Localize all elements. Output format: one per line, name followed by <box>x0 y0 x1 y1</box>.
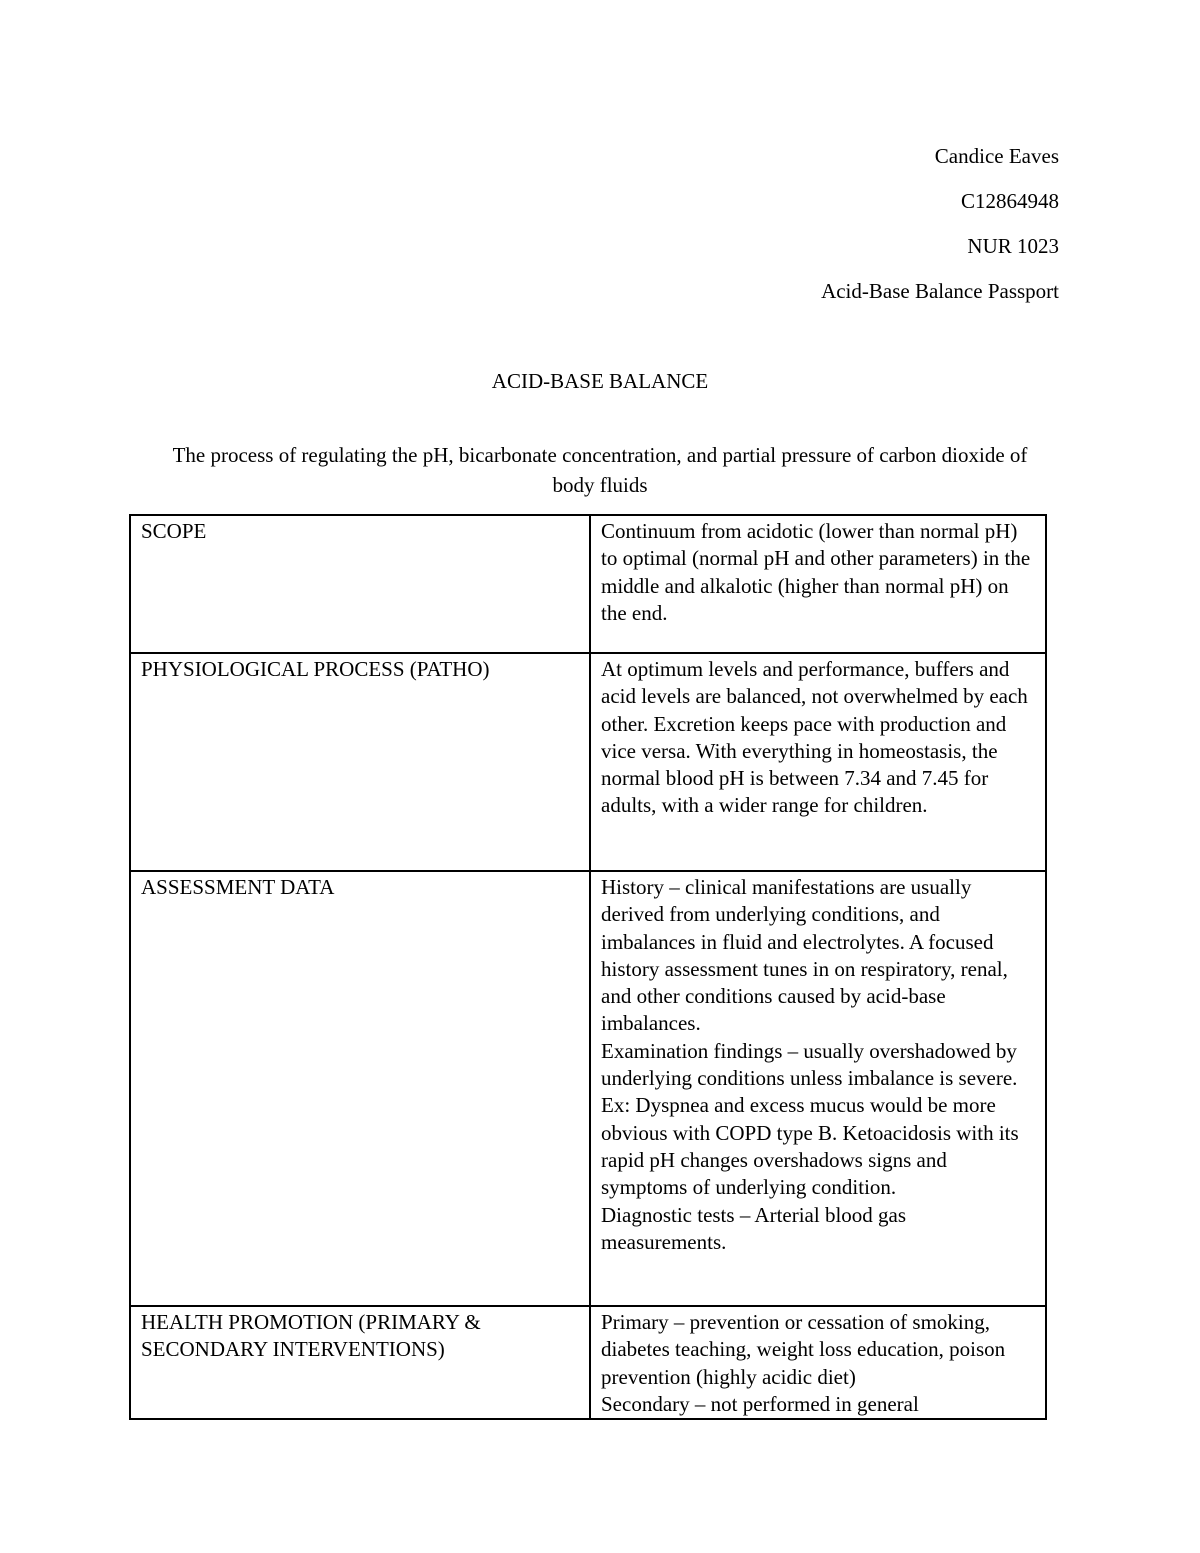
author-name: Candice Eaves <box>934 144 1059 168</box>
row-label: ASSESSMENT DATA <box>130 871 590 1306</box>
content-paragraph: At optimum levels and performance, buffers and acid levels are balanced, not overwhelmed by each other. Excretion keeps pace with production and vice versa. With everything in homeostasis, the normal blood pH is between 7.34 and 7.45 for adults, with a wider range for children. <box>601 657 1028 818</box>
content-paragraph-examination: Examination findings – usually overshadowed by underlying conditions unless imbalance is severe. Ex: Dyspnea and excess mucus would be more obvious with COPD type B. Ketoacidosis with its rapid pH changes overshadows signs and symptoms of underlying condition. <box>601 1038 1019 1200</box>
page-title: ACID-BASE BALANCE <box>491 369 709 393</box>
table-row-health-promotion <box>130 1306 1046 1419</box>
table-row-assessment-data <box>130 871 1046 1306</box>
row-content <box>590 653 1046 871</box>
row-content <box>590 871 1046 1306</box>
table-row-scope <box>130 515 1046 653</box>
document-header <box>821 141 1059 321</box>
definition-text: The process of regulating the pH, bicarbonate concentration, and partial pressure of carbon dioxide of body fluids <box>172 443 1028 497</box>
course-code: NUR 1023 <box>967 234 1059 258</box>
content-paragraph: Continuum from acidotic (lower than normal pH) to optimal (normal pH and other parameters) in the middle and alkalotic (higher than normal pH) on the end. <box>601 519 1031 625</box>
assignment-title: Acid-Base Balance Passport <box>821 279 1059 303</box>
row-label: HEALTH PROMOTION (PRIMARY & SECONDARY INTERVENTIONS) <box>130 1306 590 1419</box>
row-content <box>590 1306 1046 1419</box>
row-label: PHYSIOLOGICAL PROCESS (PATHO) <box>130 653 590 871</box>
row-content <box>590 515 1046 653</box>
passport-table <box>129 514 1047 1420</box>
student-id: C12864948 <box>960 189 1059 213</box>
content-paragraph-diagnostic: Diagnostic tests – Arterial blood gas measurements. <box>601 1202 907 1254</box>
content-paragraph-primary: Primary – prevention or cessation of smoking, diabetes teaching, weight loss education, poison prevention (highly acidic diet) <box>601 1310 1006 1389</box>
table-row-physiological-process <box>130 653 1046 871</box>
content-paragraph-history: History – clinical manifestations are usually derived from underlying conditions, and imbalances in fluid and electrolytes. A focused history assessment tunes in on respiratory, renal, and other conditions caused by acid-base imbalances. <box>601 875 1008 1036</box>
row-label: SCOPE <box>130 515 590 653</box>
content-paragraph-secondary: Secondary – not performed in general <box>601 1391 919 1416</box>
